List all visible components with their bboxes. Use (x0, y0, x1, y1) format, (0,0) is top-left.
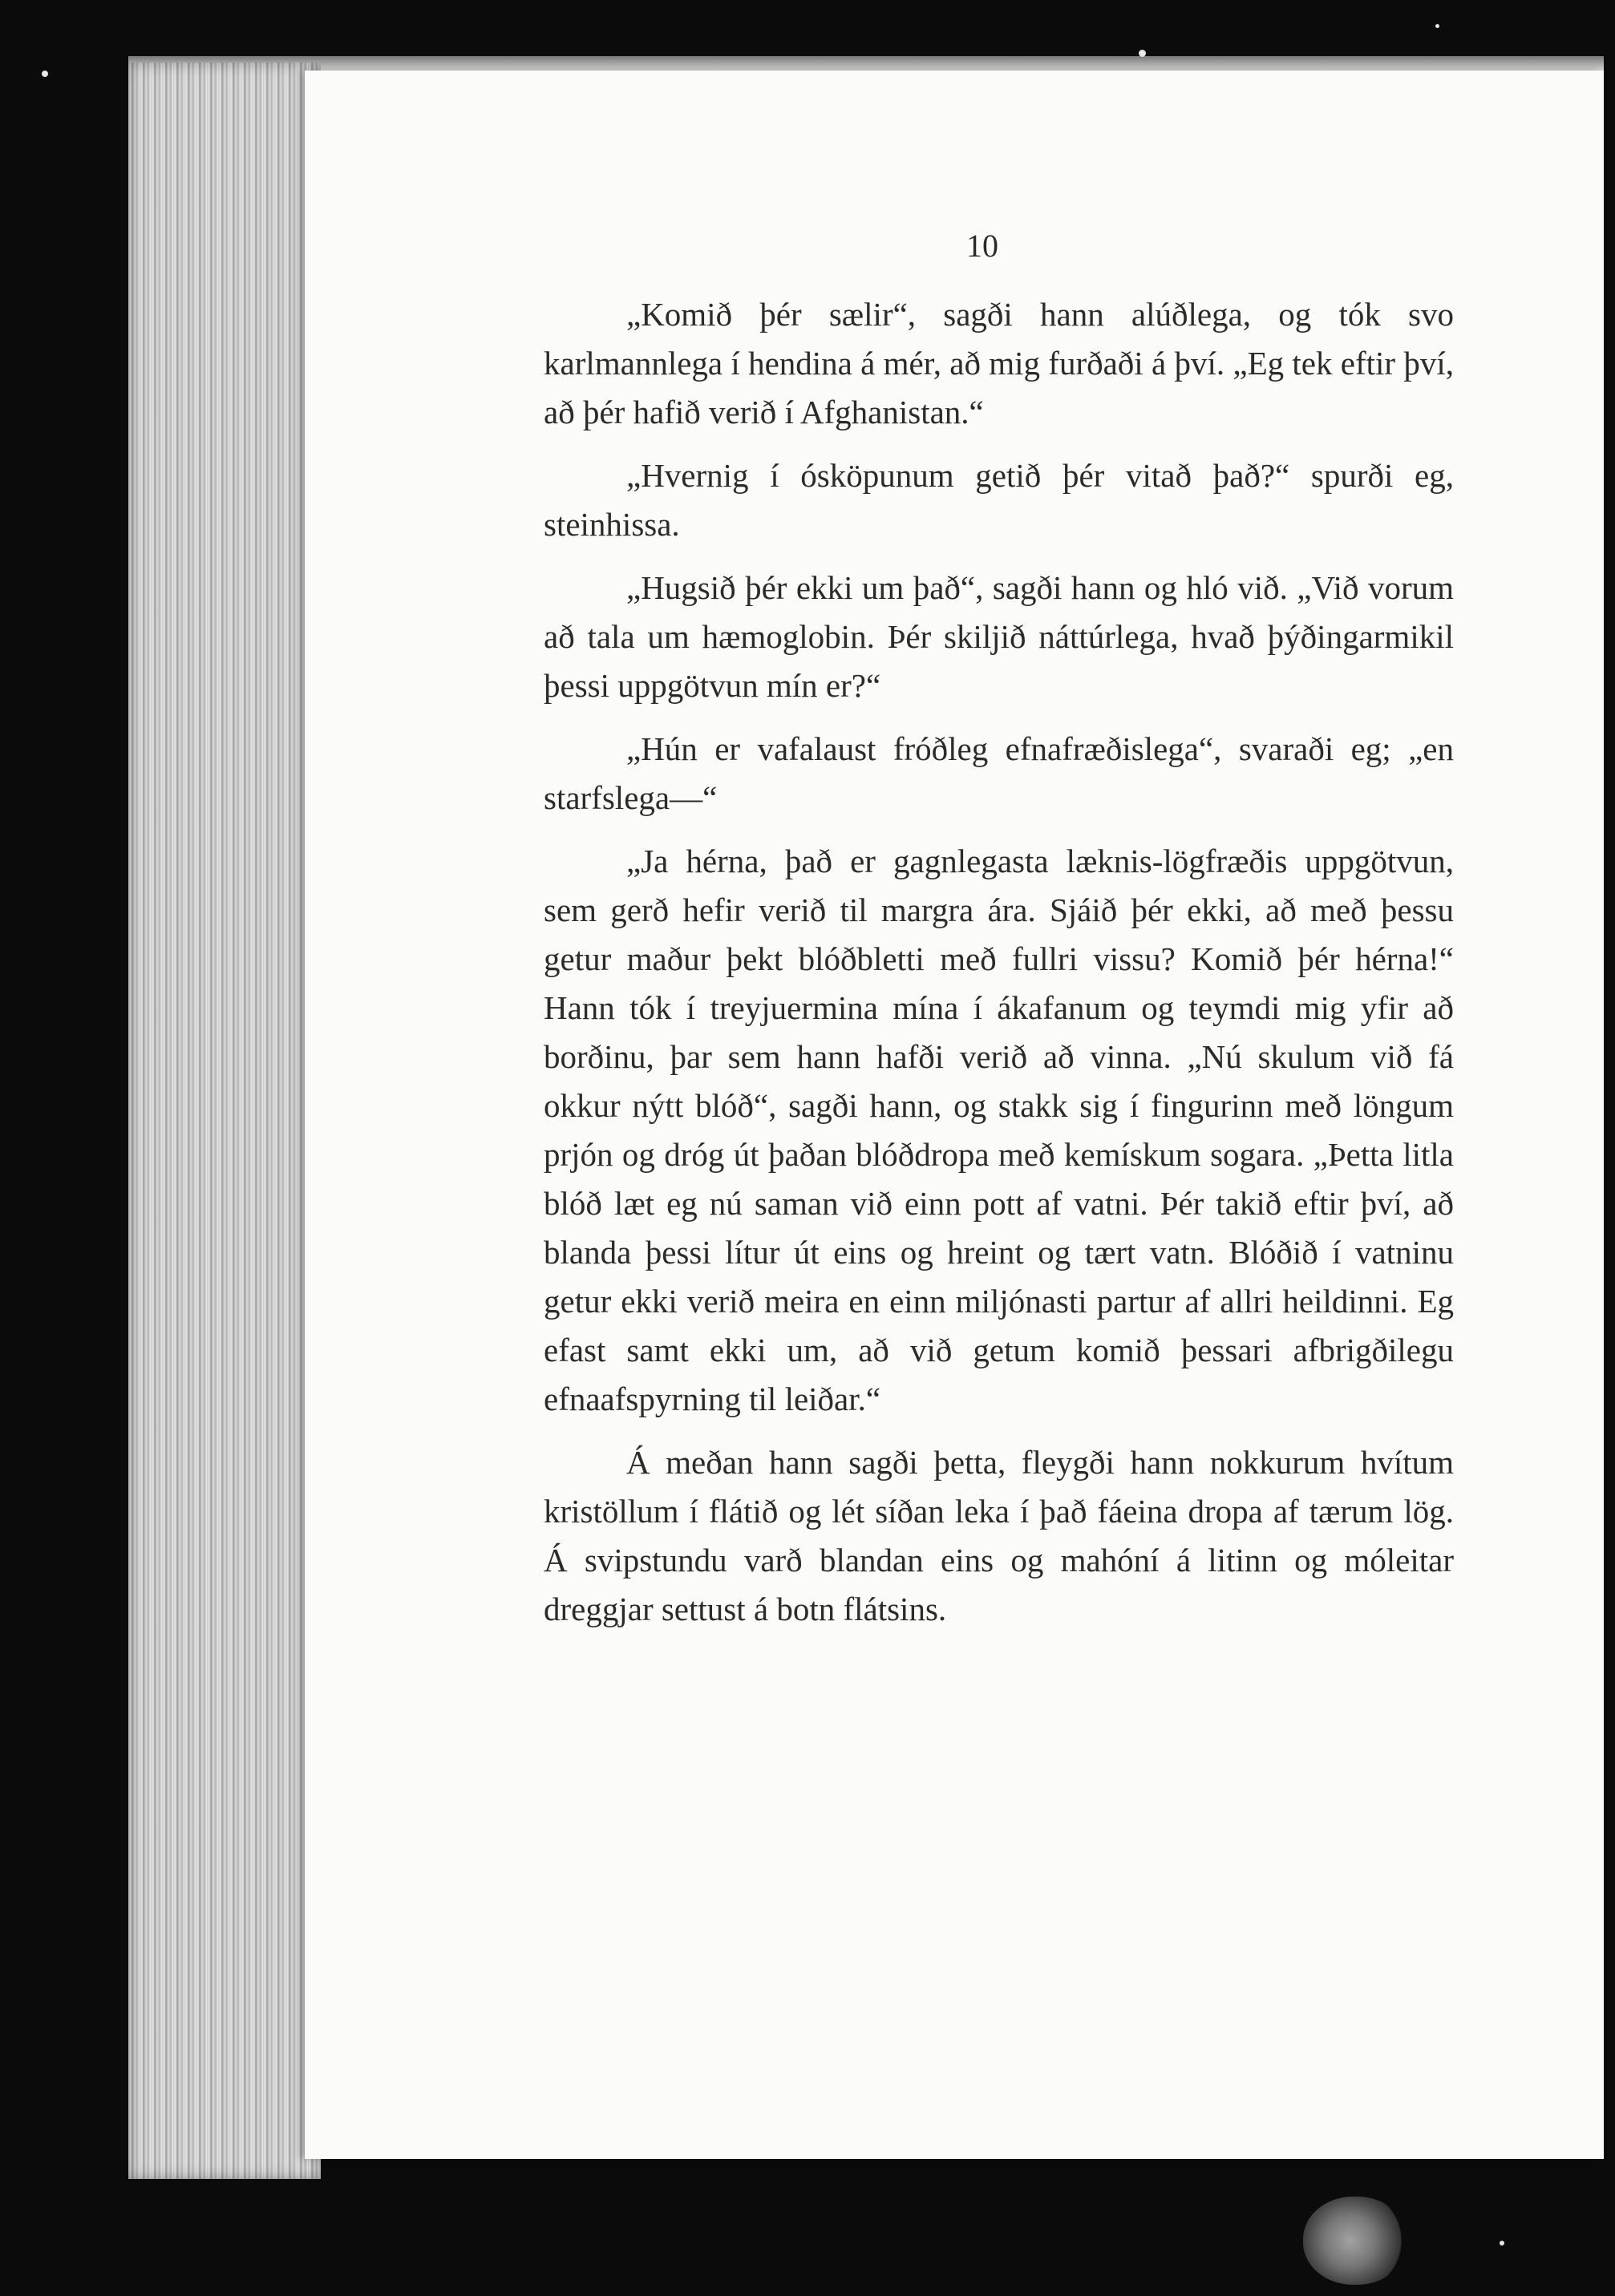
paragraph-1: „Komið þér sælir“, sagði hann alúðlega, og tók svo karlmannlega í hendina á mér, að mig furðaði á því. „Eg tek eftir því, að þér hafið verið í Afghanistan.“ (544, 296, 1454, 430)
paragraph-2: „Hvernig í ósköpunum getið þér vitað það?“ spurði eg, steinhissa. (544, 457, 1454, 543)
page-stack-top-edge (128, 56, 1604, 71)
paragraph-4: „Hún er vafalaust fróðleg efnafræðislega“, svaraði eg; „en starfslega—“ (544, 730, 1454, 816)
dust-speck (1500, 2241, 1504, 2245)
dust-speck (1139, 50, 1146, 57)
library-stamp-mark (1303, 2197, 1407, 2285)
page-text (544, 290, 1454, 1648)
paragraph-6: Á meðan hann sagði þetta, fleygði hann nokkurum hvítum kristöllum í flátið og lét síðan leka í það fáeina dropa af tærum lög. Á svipstundu varð blandan eins og mahóní á litinn og móleitar dreggjar settust á botn flátsins. (544, 1444, 1454, 1627)
dust-speck (42, 71, 48, 77)
page-number: 10 (966, 228, 998, 264)
paragraph-3: „Hugsið þér ekki um það“, sagði hann og hló við. „Við vorum að tala um hæmoglobin. Þér skiljið náttúrlega, hvað þýðingarmikil þessi uppgötvun mín er?“ (544, 569, 1454, 704)
dust-speck (1435, 24, 1439, 28)
paragraph-5: „Ja hérna, það er gagnlegasta læknis-lögfræðis uppgötvun, sem gerð hefir verið til margra ára. Sjáið þér ekki, að með þessu getur maður þekt blóðbletti með fullri vissu? Komið þér hérna!“ Hann tók í treyjuermina mína í ákafanum og teymdi mig yfir að borðinu, þar sem hann hafði verið að vinna. „Nú skulum við fá okkur nýtt blóð“, sagði hann, og stakk sig í fingurinn með löngum prjón og dróg út þaðan blóðdropa með kemískum sogara. „Þetta litla blóð læt eg nú saman við einn pott af vatni. Þér takið eftir því, að blanda þessi lítur út eins og hreint og tært vatn. Blóðið í vatninu getur ekki verið meira en einn miljónasti partur af allri heildinni. Eg efast samt ekki um, að við getum komið þessari afbrigðilegu efnaafspyrning til leiðar.“ (544, 843, 1454, 1417)
page-stack-edges (128, 63, 321, 2179)
